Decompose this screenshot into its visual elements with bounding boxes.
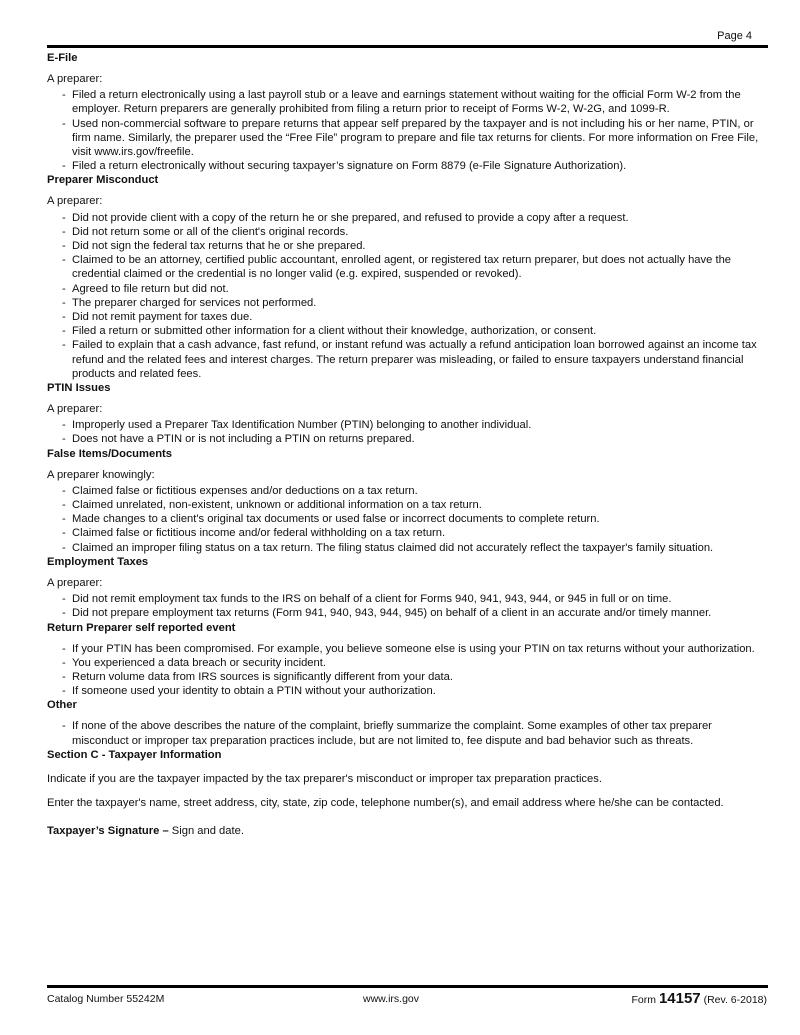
list-item: - Made changes to a client's original tax documents or used false or incorrect documents to complete return.: [62, 512, 767, 526]
list-item: - Claimed to be an attorney, certified public accountant, enrolled agent, or registered tax return preparer, but does not actually have the credential claimed or the credential is no longer valid (e.g. expired, suspended or revoked).: [62, 253, 767, 281]
footer-rule: [47, 985, 768, 988]
form-id: [632, 990, 767, 1007]
irs-website-link[interactable]: www.irs.gov: [363, 993, 420, 1005]
list-item: - Did not provide client with a copy of the return he or she prepared, and refused to provide a copy after a request.: [62, 211, 767, 225]
section-heading: Employment Taxes: [47, 555, 149, 568]
section-employment-taxes: [47, 555, 767, 621]
page-number: Page 4: [717, 30, 752, 42]
list-item: - Filed a return or submitted other information for a client without their knowledge, authorization, or consent.: [62, 324, 767, 338]
section-return-preparer-self-reported-event: [47, 621, 767, 699]
list-item: - Does not have a PTIN or is not including a PTIN on returns prepared.: [62, 432, 767, 446]
list-item: - The preparer charged for services not performed.: [62, 296, 767, 310]
signature-text: Sign and date.: [168, 825, 244, 838]
form-revision: (Rev. 6-2018): [700, 994, 767, 1006]
signature-instruction: [47, 824, 767, 838]
item-list: [47, 484, 767, 555]
list-item: - Did not remit employment tax funds to the IRS on behalf of a client for Forms 940, 941, 943, 944, or 945 in full or on time.: [62, 592, 767, 606]
section-e-file: [47, 51, 767, 173]
section-c-paragraph: Indicate if you are the taxpayer impacted by the tax preparer's misconduct or improper tax preparation practices.: [47, 772, 602, 785]
section-intro: A preparer:: [47, 73, 103, 85]
list-item: - Used non-commercial software to prepare returns that appear self prepared by the taxpayer and is not including his or her name, PTIN, or firm name. Similarly, the preparer used the “Free File” program to prepare and file tax returns for clients. For more information on Free File, visit www.irs.gov/freefile.: [62, 117, 767, 160]
section-heading: E-File: [47, 52, 78, 64]
list-item: - Return volume data from IRS sources is significantly different from your data.: [62, 670, 767, 684]
list-item: - If someone used your identity to obtain a PTIN without your authorization.: [62, 684, 767, 698]
item-list: [47, 211, 767, 381]
section-intro: A preparer:: [47, 576, 103, 589]
section-heading: Preparer Misconduct: [47, 174, 159, 187]
section-heading: PTIN Issues: [47, 382, 111, 395]
section-heading: Return Preparer self reported event: [47, 621, 236, 634]
list-item: - Did not sign the federal tax returns that he or she prepared.: [62, 239, 767, 253]
item-list: [47, 88, 767, 173]
document-body: [47, 51, 767, 846]
section-intro: A preparer knowingly:: [47, 468, 155, 481]
item-list: [47, 642, 767, 699]
list-item: - Claimed unrelated, non-existent, unknown or additional information on a tax return.: [62, 498, 767, 512]
item-list: [47, 418, 767, 446]
list-item: - You experienced a data breach or security incident.: [62, 656, 767, 670]
list-item: - Claimed an improper filing status on a tax return. The filing status claimed did not accurately reflect the taxpayer's family situation.: [62, 541, 767, 555]
item-list: [47, 592, 767, 620]
list-item: - Agreed to file return but did not.: [62, 282, 767, 296]
list-item: - Did not prepare employment tax returns (Form 941, 940, 943, 944, 945) on behalf of a client in an accurate and/or timely manner.: [62, 606, 767, 620]
section-preparer-misconduct: [47, 173, 767, 381]
header-rule: [47, 45, 768, 48]
list-item: - If none of the above describes the nature of the complaint, briefly summarize the complaint. Some examples of other tax preparer misconduct or improper tax preparation practices include, but are not limited to, fee dispute and bad behavior such as threats.: [62, 719, 767, 747]
section-false-items-documents: [47, 447, 767, 555]
signature-label: Taxpayer’s Signature –: [47, 825, 169, 838]
list-item: - Claimed false or fictitious expenses and/or deductions on a tax return.: [62, 484, 767, 498]
list-item: - Improperly used a Preparer Tax Identification Number (PTIN) belonging to another individual.: [62, 418, 767, 432]
section-ptin-issues: [47, 381, 767, 447]
list-item: - If your PTIN has been compromised. For example, you believe someone else is using your PTIN on tax returns without your authorization.: [62, 642, 767, 656]
section-c-paragraph: Enter the taxpayer's name, street address, city, state, zip code, telephone number(s), and email address where he/she can be contacted.: [47, 796, 724, 809]
form-prefix: Form: [631, 994, 659, 1006]
section-intro: A preparer:: [47, 195, 103, 208]
list-item: - Filed a return electronically using a last payroll stub or a leave and earnings statement without waiting for the official Form W-2 from the employer. Return preparers are generally prohibited from filing a return prior to receipt of Forms W-2, W-2G, and 1099-R.: [62, 88, 767, 116]
section-other: [47, 698, 767, 747]
list-item: - Did not remit payment for taxes due.: [62, 310, 767, 324]
list-item: - Failed to explain that a cash advance, fast refund, or instant refund was actually a refund anticipation loan borrowed against an income tax refund and the related fees and interest charges. The return preparer was misleading, or failed to ensure taxpayers understand financial products and related fees.: [62, 338, 767, 381]
form-number: 14157: [658, 990, 701, 1007]
list-item: - Claimed false or fictitious income and/or federal withholding on a tax return.: [62, 526, 767, 540]
section-heading: Section C - Taxpayer Information: [47, 748, 222, 761]
list-item: - Did not return some or all of the client's original records.: [62, 225, 767, 239]
section-heading: False Items/Documents: [47, 447, 172, 460]
item-list: [47, 719, 767, 747]
catalog-number: Catalog Number 55242M: [47, 993, 165, 1005]
list-item: - Filed a return electronically without securing taxpayer’s signature on Form 8879 (e-File Signature Authorization).: [62, 159, 767, 173]
section-heading: Other: [47, 699, 77, 712]
section-intro: A preparer:: [47, 403, 103, 416]
section-c: [47, 748, 767, 839]
